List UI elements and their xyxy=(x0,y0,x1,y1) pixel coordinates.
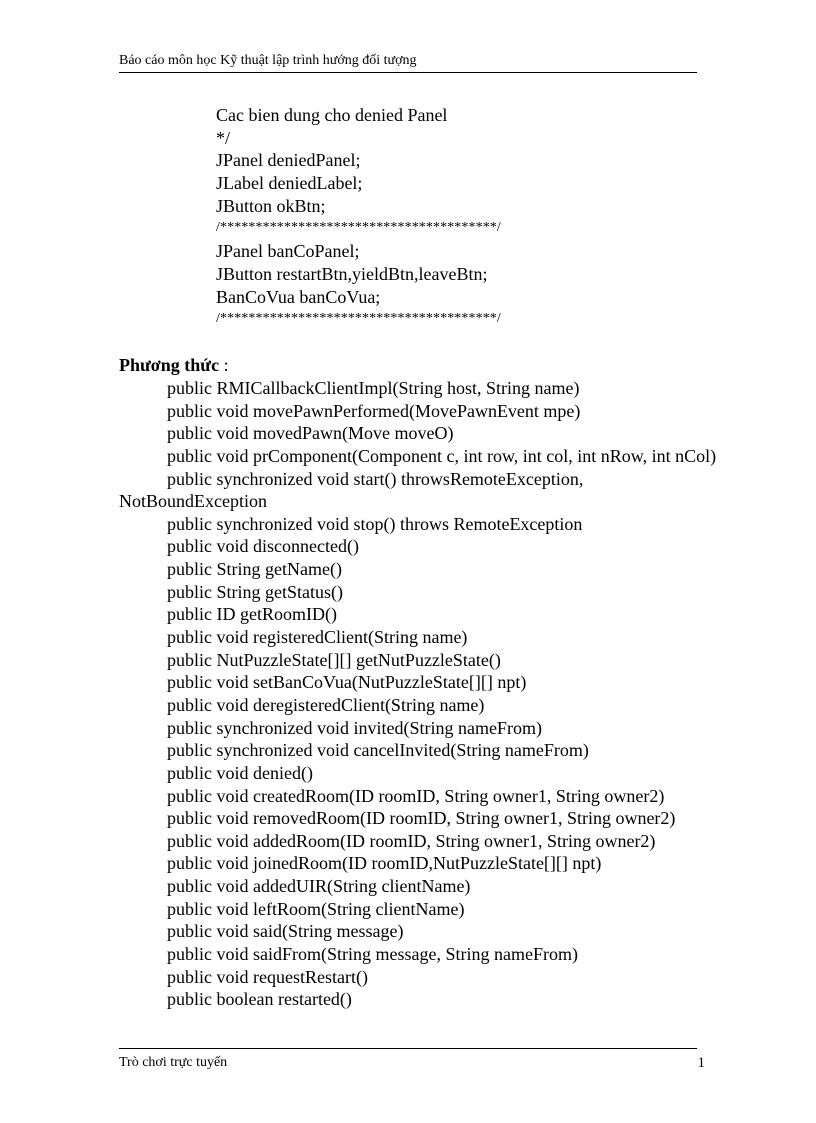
method-line: public RMICallbackClientImpl(String host, String name) xyxy=(167,378,580,398)
method-line: public void saidFrom(String message, String nameFrom) xyxy=(167,944,578,965)
code-line: JPanel deniedPanel; xyxy=(216,150,361,171)
page-footer xyxy=(119,1054,705,1072)
comment-separator: /***************************************/ xyxy=(216,220,501,236)
method-line: public synchronized void stop() throws RemoteException xyxy=(167,513,583,534)
method-line: public void removedRoom(ID roomID, String owner1, String owner2) xyxy=(167,808,676,829)
method-line: public void movedPawn(Move moveO) xyxy=(167,423,454,444)
method-line: public void setBanCoVua(NutPuzzleState[][] npt) xyxy=(167,672,527,693)
code-line: JButton okBtn; xyxy=(216,195,326,216)
code-line: BanCoVua banCoVua; xyxy=(216,286,381,307)
method-line: public String getName() xyxy=(167,559,342,580)
method-line: public void addedUIR(String clientName) xyxy=(167,876,471,897)
method-line-continuation: NotBoundException xyxy=(119,491,267,512)
section-heading-label: Phương thức xyxy=(119,355,220,375)
section-heading xyxy=(119,354,229,377)
method-line: public synchronized void invited(String nameFrom) xyxy=(167,717,542,738)
method-line: public NutPuzzleState[][] getNutPuzzleState() xyxy=(167,649,501,670)
method-line: public synchronized void cancelInvited(String nameFrom) xyxy=(167,740,589,761)
method-line: public void movePawnPerformed(MovePawnEvent mpe) xyxy=(167,400,581,421)
comment-separator: /***************************************/ xyxy=(216,311,501,327)
method-list xyxy=(119,377,759,1011)
method-line: public void denied() xyxy=(167,762,313,783)
method-line: public boolean restarted() xyxy=(167,989,352,1010)
method-line: public void registeredClient(String name) xyxy=(167,627,468,648)
page-number: 1 xyxy=(697,1055,705,1071)
code-line: */ xyxy=(216,127,231,148)
method-line: public void addedRoom(ID roomID, String owner1, String owner2) xyxy=(167,830,656,851)
code-line: JPanel banCoPanel; xyxy=(216,241,360,262)
footer-divider xyxy=(119,1048,697,1049)
method-line: public void joinedRoom(ID roomID,NutPuzzleState[][] npt) xyxy=(167,853,602,874)
method-line: public void disconnected() xyxy=(167,536,359,557)
method-line: public void prComponent(Component c, int row, int col, int nRow, int nCol) xyxy=(167,445,717,466)
code-line: JLabel deniedLabel; xyxy=(216,173,363,194)
header-title: Báo cáo môn học Kỹ thuật lập trình hướng đối tượng xyxy=(119,53,417,68)
page-header xyxy=(119,52,697,73)
footer-title: Trò chơi trực tuyến xyxy=(119,1055,228,1070)
method-line: public void requestRestart() xyxy=(167,966,368,987)
method-line: public void said(String message) xyxy=(167,921,404,942)
method-line: public void leftRoom(String clientName) xyxy=(167,898,465,919)
code-line: Cac bien dung cho denied Panel xyxy=(216,105,448,125)
code-line: JButton restartBtn,yieldBtn,leaveBtn; xyxy=(216,263,488,284)
method-line: public ID getRoomID() xyxy=(167,604,337,625)
code-block-fields xyxy=(216,104,696,331)
method-line: public synchronized void start() throwsRemoteException, xyxy=(167,468,584,489)
section-heading-colon: : xyxy=(219,355,229,375)
method-line: public void createdRoom(ID roomID, String owner1, String owner2) xyxy=(167,785,665,806)
method-line: public String getStatus() xyxy=(167,581,343,602)
method-line: public void deregisteredClient(String name) xyxy=(167,694,485,715)
